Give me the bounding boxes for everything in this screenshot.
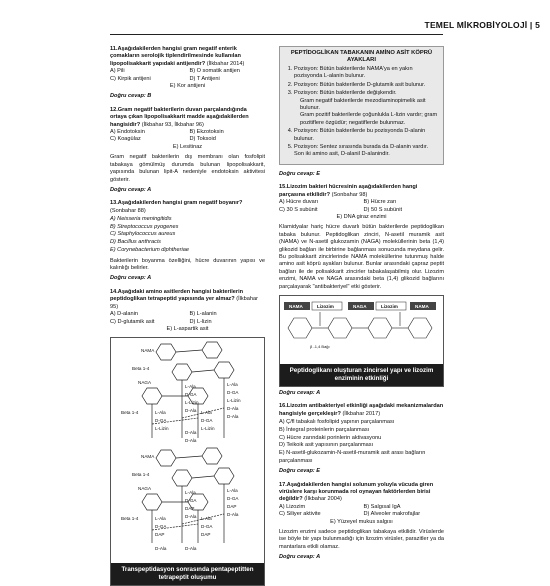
option: B) L-alanin: [189, 311, 217, 318]
sugar-ring: [214, 362, 234, 378]
answer: Doğru cevap: A: [279, 389, 321, 396]
question-source: (İlkbahar 95): [110, 296, 258, 310]
chain-label: D-GA: [155, 418, 167, 424]
chain-label: D-Ala: [155, 546, 167, 552]
info-item: 5. Pozisyon: Sentez sırasında burada da D-alanin vardır. Son iki amino asit, D-alanil D-alanindir.: [294, 144, 439, 159]
chain-label: DAP: [201, 532, 211, 538]
chain-label: L-Lizin: [201, 426, 215, 432]
page-title: TEMEL MİKROBİYOLOJİ | 5: [424, 20, 540, 30]
options: [110, 311, 265, 333]
fig2-label: NAGA: [353, 303, 367, 309]
option: A) Pili: [110, 68, 125, 75]
beta-label: Beta 1-4: [121, 410, 139, 416]
chain-label: L-Lizin: [155, 426, 169, 432]
answer: Doğru cevap: A: [279, 554, 321, 561]
naga-label: NAGA: [138, 380, 152, 386]
chain-label: DAP: [185, 506, 195, 512]
chain-label: L-Ala: [155, 410, 166, 416]
info-box: [279, 46, 444, 165]
option: A) Ç/fl tabakalı fosfolipid yapının parçalanması: [279, 418, 395, 425]
fig2-label: NAMA: [289, 303, 303, 309]
chain-label: D-Ala: [185, 514, 197, 520]
option: A) Neisseria meningitidis: [110, 215, 172, 222]
option: D) Bacillus anthracis: [110, 239, 161, 246]
question-12: [110, 107, 265, 194]
left-column: [110, 46, 265, 586]
question-stem: 12.Gram negatif bakterilerin duvarı parçalandığında ortaya çıkan lipopolisakkarit madde aşağıdakilerden hangisidir?: [110, 106, 249, 128]
option: C) Siliyer aktivite: [279, 511, 321, 518]
sugar-ring: [214, 468, 234, 484]
options: [110, 129, 265, 151]
option: A) Hücre duvarı: [279, 199, 319, 206]
chain-label: D-Ala: [185, 438, 197, 444]
option: D) Teikoik asit yapısının parçalanması: [279, 442, 374, 449]
question-stem: 13.Aşağıdakilerden hangisi gram negatif boyanır?: [110, 200, 243, 207]
chain-label: D-Ala: [185, 546, 197, 552]
nam-label: NAMA: [141, 454, 155, 460]
chain-label: L-Ala: [185, 490, 196, 496]
header-rule: [110, 34, 443, 35]
option: E) Corynebacterium diphtheriae: [110, 247, 189, 254]
option: E) L-aspartik asit: [166, 325, 209, 332]
options: [279, 199, 444, 221]
chain-label: D-Ala: [185, 408, 197, 414]
chain-label: D-GA: [155, 524, 167, 530]
question-source: (Sonbahar 88): [110, 207, 146, 214]
lysozyme-diagram: [280, 296, 443, 364]
option: D) Alveoler makrofajlar: [363, 511, 421, 518]
question-stem: 15.Lizozim bakteri hücresinin aşağıdakilerden hangi parçasına etkilidir?: [279, 184, 418, 198]
chain-label: D-GA: [201, 418, 213, 424]
question-source: (İlkbahar 93, İlkbahar 96): [141, 121, 204, 128]
option: B) Salgısal IgA: [363, 503, 401, 510]
chain-label: DAP: [227, 504, 237, 510]
option: C) Koagülaz: [110, 136, 141, 143]
sugar-ring: [142, 494, 162, 510]
option: E) Kor antijeni: [169, 83, 206, 90]
sugar-ring: [202, 342, 222, 358]
question-13: [110, 200, 265, 283]
info-subitem: Gram negatif bakterilerde mezodiaminopimelik asit bulunur.: [300, 97, 426, 112]
answer: Doğru cevap: B: [110, 93, 152, 100]
fig2-label: Lizozim: [381, 303, 398, 309]
info-item: 2. Pozisyon: Bütün bakterilerde D-glutamik asit bulunur.: [294, 82, 439, 89]
chain-label: L-Ala: [185, 384, 196, 390]
question-14: [110, 289, 265, 333]
answer: Doğru cevap: E: [279, 170, 321, 177]
explanation: Lizozim enzimi sadece peptidoglikan tabakaya etkilidir. Virüslerde ise böyle bir yapı bulunmadığı için lizozim virüsler, parazitler ya da mantarlara etkili olamaz.: [279, 528, 444, 550]
chain-label: D-Ala: [227, 512, 239, 518]
option: C) 30 S subünit: [279, 206, 318, 213]
chain-label: D-GA: [227, 390, 239, 396]
chain-label: L-Ala: [227, 488, 238, 494]
info-subitem: Gram pozitif bakterilerde çoğunlukla L-lizin vardır; gram pozitiflere özgüdür; negatiflerde bulunmaz.: [300, 112, 438, 126]
chain-label: D-Ala: [185, 430, 197, 436]
sugar-ring: [172, 470, 192, 486]
options: [279, 504, 444, 526]
option: D) T Antijeni: [189, 75, 220, 82]
chain-label: L-Ala: [201, 516, 212, 522]
explanation: Gram negatif bakterilerin dış membranı olan fosfolipit tabakaya gömülmüş durumda bulunan lipopolisakkarit, yapısında bulunan lipit-A nedeniyle endotoksin aktivitesi gösterir.: [110, 154, 265, 183]
option: A) D-alanin: [110, 311, 138, 318]
option: C) D-glutamik asit: [110, 318, 155, 325]
beta-label: Beta 1-4: [121, 516, 139, 522]
option: B) Streptococcus pyogenes: [110, 223, 179, 230]
sugar-ring: [156, 450, 176, 466]
question-16: [279, 403, 444, 475]
question-source: (İlkbahar 2004): [304, 496, 342, 503]
question-stem: 14.Aşağıdaki amino asitlerden hangisi bakterilerin peptidoglikan tetrapeptid yapısında yer almaz?: [110, 288, 244, 303]
figure-caption: Peptidoglikanı oluşturan zincirsel yapı ve lizozim enziminin etkinliği: [280, 364, 443, 386]
explanation: Klamidyalar hariç hücre duvarlı bütün bakterilerde peptidoglikan tabaka bulunur. Peptidoglikan zinciri, N-asetil muramik asit (NAMA) ve N-asetil glukozamin (NAGA) moleküllerinin beta (1,4) glikozid bağları ile birbirine bağlanması sonucunda meydana gelir. Bu polisakkarit zincirlerinde NAMA moleküllerine tutunmuş halde amino asit köprü ayakları bulunur. Bunlar arasındaki çapraz peptit bağları ile de polisakkarit zincirler tabakalaşabilmiş olur. Lizozim enzimi, NAMA ve NAGA arasındaki beta (1,4) glikozid bağlarını parçalayarak "antibakteriyel" etki gösterir.: [279, 224, 444, 290]
fig2-label: Lizozim: [317, 303, 334, 309]
option: B) Ekzotoksin: [189, 129, 224, 136]
beta-label: Beta 1-4: [132, 472, 150, 478]
answer: Doğru cevap: A: [110, 186, 152, 193]
option: B) O somatik antijen: [189, 68, 240, 75]
option: C) Staphylococcus aureus: [110, 231, 176, 238]
option: D) Toksoid: [189, 136, 216, 143]
answer: Doğru cevap: E: [279, 468, 321, 475]
sugar-ring: [142, 388, 162, 404]
beta-label: Beta 1-4: [132, 366, 150, 372]
option: E) DNA giraz enzimi: [336, 213, 387, 220]
options: [110, 216, 265, 255]
info-box-title: PEPTİDOGLİKAN TABAKANIN AMİNO ASİT KÖPRÜ AYAKLARI: [290, 50, 433, 63]
explanation: Bakterilerin boyanma özelliğini, hücre duvarının yapısı ve kalınlığı belirler.: [110, 257, 265, 272]
info-item: 1. Pozisyon: Bütün bakterilerde NAMA'ya en yakın pozisyonda L-alanin bulunur.: [294, 66, 439, 81]
option: A) Endotoksin: [110, 129, 145, 136]
options: [279, 419, 444, 465]
question-15: [279, 184, 444, 291]
options: [110, 68, 265, 90]
chain-label: D-Ala: [227, 406, 239, 412]
question-stem: 16.Lizozim antibakteriyel etkinliği aşağıdaki mekanizmalardan hangisiyle gerçekleşir?: [279, 403, 444, 417]
chain-label: D-GA: [185, 498, 197, 504]
transpeptidation-figure: [110, 337, 265, 586]
chain-label: L-Lizin: [227, 398, 241, 404]
question-11: [110, 46, 265, 101]
question-source: (İlkbahar 2014): [206, 60, 245, 67]
peptidoglycan-diagram: [111, 338, 264, 563]
question-source: (Sonbahar 98): [331, 191, 368, 198]
right-column: [279, 46, 444, 568]
option: D) L-lizin: [189, 318, 212, 325]
option: E) N-asetil-glukozamin-N-asetil-muramik asit arası bağların parçalanması: [279, 450, 426, 464]
sugar-ring: [172, 364, 192, 380]
nam-label: NAMA: [141, 348, 155, 354]
chain-label: D-Ala: [227, 414, 239, 420]
option: C) Kirpik antijeni: [110, 75, 151, 82]
info-item: 4. Pozisyon: Bütün bakterilerde bu pozisyonda D-alanin bulunur.: [294, 128, 439, 143]
chain-label: DAP: [155, 532, 165, 538]
chain-label: L-Ala: [201, 410, 212, 416]
chain-label: D-GA: [201, 524, 213, 530]
question-stem: 17.Aşağıdakilerden hangisi solunum yoluyla vücuda giren virüslere karşı korunmada rol oynayan faktörlerden birisi değildir?: [279, 481, 434, 503]
option: B) Hücre zarı: [363, 199, 397, 206]
option: E) Lesitinaz: [172, 143, 203, 150]
naga-label: NAGA: [138, 486, 152, 492]
question-stem: 11.Aşağıdakilerden hangisi gram negatif enterik çomakların serolojik tiplendirilmesinde kullanılan lipopolisakkarit yapıdaki antijendir?: [110, 46, 241, 67]
info-item: [294, 90, 439, 127]
sugar-ring: [156, 344, 176, 360]
info-item-text: Pozisyon: Bütün bakterilerde değişkendir.: [294, 90, 397, 97]
answer: Doğru cevap: A: [110, 275, 152, 282]
sugar-ring: [202, 448, 222, 464]
info-list: [284, 66, 439, 159]
option: B) İntegral proteinlerin parçalanması: [279, 426, 370, 433]
fig2-label: NAMA: [415, 303, 429, 309]
chain-label: D-GA: [185, 392, 197, 398]
beta-bond-label: β -1,4 Bağı: [310, 343, 330, 349]
chain-label: D-GA: [227, 496, 239, 502]
chain-label: L-Ala: [155, 516, 166, 522]
chain-label: L-Ala: [227, 382, 238, 388]
option: A) Lizozim: [279, 503, 306, 510]
option: C) Hücre zarındaki porinlerin aktivasyonu: [279, 434, 382, 441]
question-source: (İlkbahar 2017): [342, 410, 381, 417]
option: D) 50 S subünit: [363, 206, 403, 213]
figure-caption: Transpeptidasyon sonrasında pentapeptitten tetrapeptit oluşumu: [111, 563, 264, 585]
lysozyme-figure: [279, 295, 444, 387]
chain-label: L-Lizin: [185, 400, 199, 406]
option: E) Yüzeyel mukus salgısı: [330, 518, 393, 525]
